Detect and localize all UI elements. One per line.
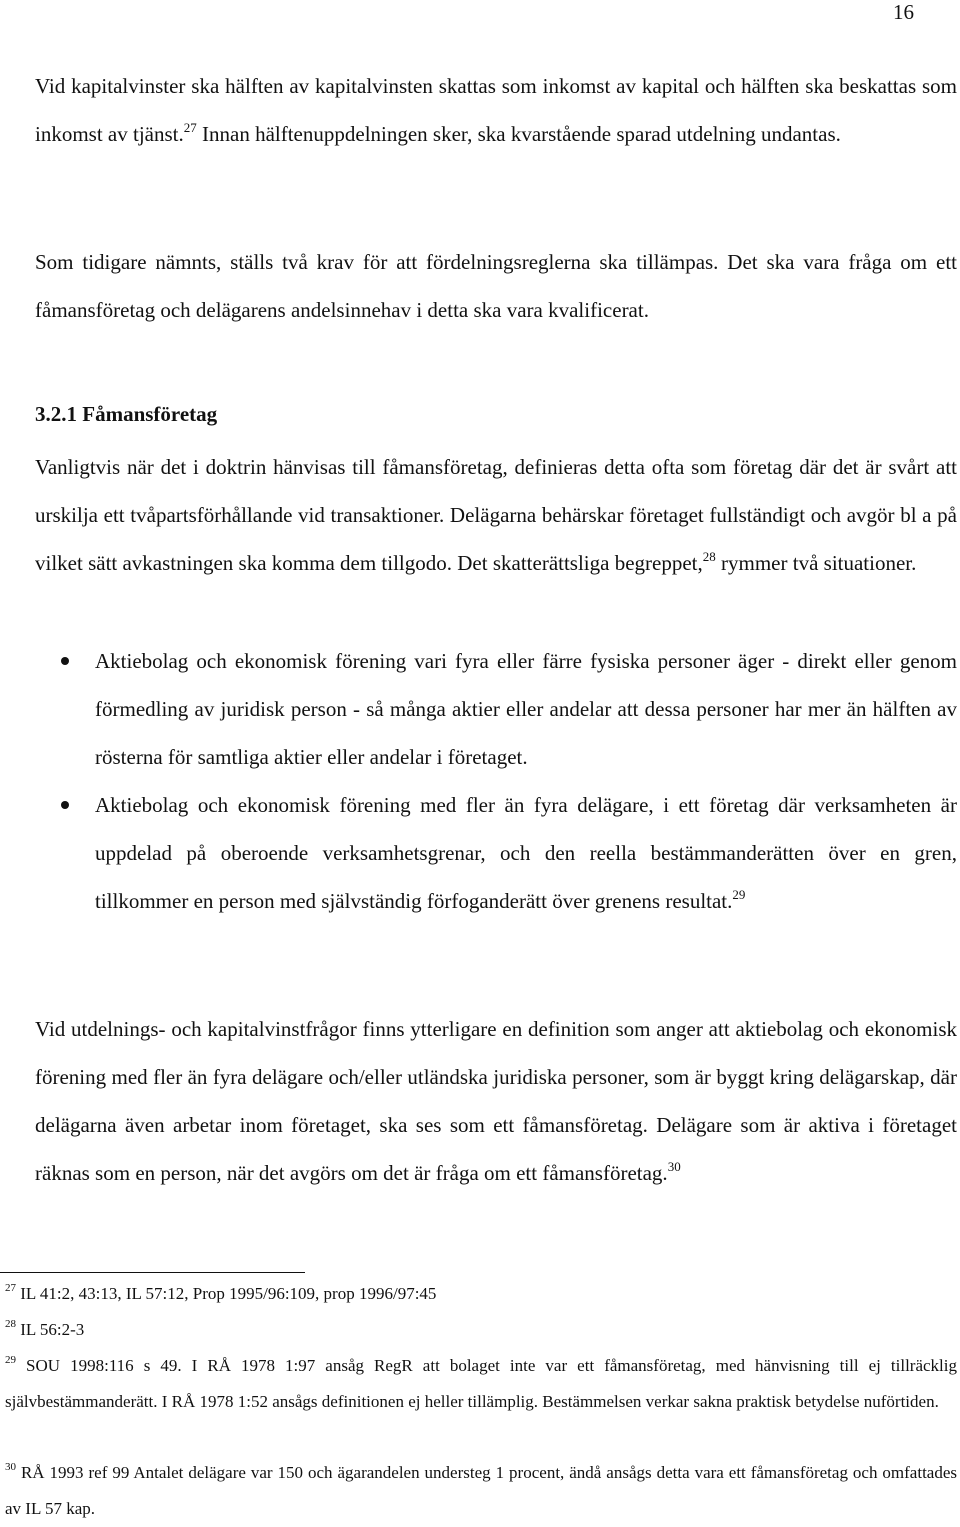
footnote-number: 30 — [5, 1461, 16, 1473]
paragraph-requirements — [35, 238, 957, 334]
footnote-text: SOU 1998:116 s 49. I RÅ 1978 1:97 ansåg RegR att bolaget inte var ett fåmansföretag, med hänvisning till ej tillräcklig självbestämmanderätt. I RÅ 1978 1:52 ansågs definitionen ej heller tillämplig. Bestämmelsen verkar sakna praktisk betydelse nuförtiden. — [5, 1356, 957, 1411]
paragraph-additional-definition — [35, 1005, 957, 1197]
paragraph-capital-gains — [35, 62, 957, 158]
paragraph-text: Vid utdelnings- och kapitalvinstfrågor finns ytterligare en definition som anger att aktiebolag och ekonomisk förening med fler än fyra delägare och/eller utländska juridiska personer, som är byggt kring delägarskap, där delägarna även arbetar inom företaget, ska ses som ett fåmansföretag. Delägare som är aktiva i företaget räknas som en person, när det avgörs om det är fråga om ett fåmansföretag. — [35, 1017, 957, 1185]
paragraph-text: Som tidigare nämnts, ställs två krav för att fördelningsreglerna ska tillämpas. Det ska vara fråga om ett fåmansföretag och delägarens andelsinnehav i detta ska vara kvalificerat. — [35, 250, 957, 322]
footnote-number: 29 — [5, 1354, 16, 1366]
footnote-28 — [5, 1312, 957, 1348]
section-heading: 3.2.1 Fåmansföretag — [35, 402, 218, 426]
paragraph-text: rymmer två situationer. — [715, 551, 917, 575]
footnote-ref-30[interactable]: 30 — [667, 1159, 681, 1174]
footnote-text: RÅ 1993 ref 99 Antalet delägare var 150 och ägarandelen understeg 1 procent, ändå ansågs detta vara ett fåmansföretag och omfattades av IL 57 kap. — [5, 1463, 957, 1518]
list-item-text-content: Aktiebolag och ekonomisk förening med fler än fyra delägare, i ett företag där verksamheten är uppdelad på oberoende verksamhetsgrenar, och den reella bestämmanderätten över en gren, tillkommer en person med självständig förfoganderätt över grenens resultat. — [95, 793, 957, 913]
bullet-icon — [61, 801, 69, 809]
footnote-27 — [5, 1276, 957, 1312]
paragraph-text: Vanligtvis när det i doktrin hänvisas till fåmansföretag, definieras detta ofta som företag där det är svårt att urskilja ett tvåpartsförhållande vid transaktioner. Delägarna behärskar företaget fullständigt och avgör bl a på vilket sätt avkastningen ska komma dem tillgodo. Det skatterättsliga begreppet, — [35, 455, 957, 575]
page-number: 16 — [893, 0, 914, 24]
footnote-ref-28[interactable]: 28 — [702, 549, 716, 564]
footnote-number: 27 — [5, 1282, 16, 1294]
footnote-text: IL 41:2, 43:13, IL 57:12, Prop 1995/96:109, prop 1996/97:45 — [20, 1284, 437, 1303]
paragraph-text: Vid kapitalvinster ska hälften av kapitalvinsten skattas som inkomst av kapital och hälften ska beskattas som inkomst av tjänst. — [35, 74, 957, 146]
list-item-text: Aktiebolag och ekonomisk förening vari fyra eller färre fysiska personer äger - direkt eller genom förmedling av juridisk person - så många aktier eller andelar att dessa personer har mer än hälften av rösterna för samtliga aktier eller andelar i företaget. — [95, 649, 957, 769]
list-item-text — [95, 781, 957, 925]
footnote-text: IL 56:2-3 — [20, 1320, 85, 1339]
footnote-ref-29[interactable]: 29 — [732, 887, 746, 902]
bullet-icon — [61, 657, 69, 665]
footnote-ref-27[interactable]: 27 — [183, 120, 197, 135]
footnote-number: 28 — [5, 1318, 16, 1330]
footnote-divider — [0, 1272, 305, 1273]
footnote-29 — [5, 1348, 957, 1420]
paragraph-text: Innan hälftenuppdelningen sker, ska kvarstående sparad utdelning undantas. — [196, 122, 841, 146]
paragraph-definition — [35, 443, 957, 587]
footnote-30 — [5, 1455, 957, 1527]
